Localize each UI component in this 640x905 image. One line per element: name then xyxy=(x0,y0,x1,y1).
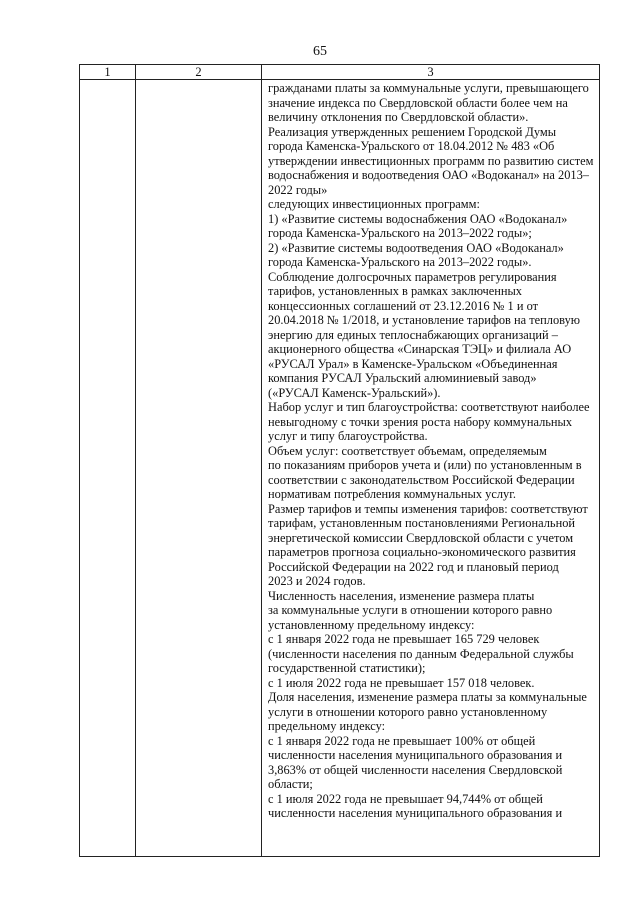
text-line: предельному индексу: xyxy=(268,719,386,733)
text-line: с 1 июля 2022 года не превышает 157 018 человек. xyxy=(268,675,535,690)
header-col-2: 2 xyxy=(136,65,262,80)
text-line: гражданами платы за коммунальные услуги, превышающего xyxy=(268,81,589,95)
document-table xyxy=(79,64,600,857)
col3-text-block xyxy=(262,80,599,821)
text-line: установленному предельному индексу: xyxy=(268,617,475,632)
text-line: государственной статистики); xyxy=(268,661,426,675)
text-line: «РУСАЛ Урал» в Каменске-Уральском «Объединенная xyxy=(268,356,558,371)
text-line: концессионных соглашений от 23.12.2016 № 1 и от xyxy=(268,298,539,313)
text-line: услуги в отношении которого равно установленному xyxy=(268,704,548,719)
text-line: следующих инвестиционных программ: xyxy=(268,197,480,211)
text-line: 20.04.2018 № 1/2018, и установление тарифов на тепловую xyxy=(268,313,581,327)
text-line: Реализация утвержденных решением Городской Думы xyxy=(268,124,557,139)
text-line: компания РУСАЛ Уральский алюминиевый завод» xyxy=(268,371,537,385)
text-line: области; xyxy=(268,777,313,791)
text-line: акционерного общества «Синарская ТЭЦ» и филиала АО xyxy=(268,342,572,356)
text-line: города Каменска-Уральского от 18.04.2012 № 483 «Об xyxy=(268,139,555,153)
text-line: величину отклонения по Свердловской области». xyxy=(268,110,529,124)
text-line: невыгодному с точки зрения роста набору коммунальных xyxy=(268,414,573,429)
text-line: («РУСАЛ Каменск-Уральский»). xyxy=(268,385,441,400)
text-line: энергию для единых теплоснабжающих организаций – xyxy=(268,327,558,342)
text-line: Численность населения, изменение размера платы xyxy=(268,588,535,603)
text-line: с 1 июля 2022 года не превышает 94,744% от общей xyxy=(268,791,543,806)
text-line: с 1 января 2022 года не превышает 165 729 человек xyxy=(268,632,540,646)
text-line: 1) «Развитие системы водоснабжения ОАО «Водоканал» xyxy=(268,211,568,226)
header-col-1: 1 xyxy=(80,65,136,80)
text-line: 2) «Развитие системы водоотведения ОАО «Водоканал» xyxy=(268,240,564,255)
cell-col-1 xyxy=(80,80,136,857)
text-line: водоснабжения и водоотведения ОАО «Водоканал» на 2013– xyxy=(268,168,590,182)
table-body-row xyxy=(80,80,600,857)
table-header-row xyxy=(80,65,600,80)
text-line: Объем услуг: соответствует объемам, определяемым xyxy=(268,443,547,458)
text-line: Набор услуг и тип благоустройства: соответствуют наиболее xyxy=(268,400,590,414)
text-line: значение индекса по Свердловской области более чем на xyxy=(268,95,568,110)
text-line: численности населения муниципального образования и xyxy=(268,748,563,762)
text-line: энергетической комиссии Свердловской области с учетом xyxy=(268,530,574,545)
text-line: Соблюдение долгосрочных параметров регулирования xyxy=(268,269,557,284)
text-line: 2023 и 2024 годов. xyxy=(268,574,366,588)
page-number: 65 xyxy=(313,44,327,59)
text-line: с 1 января 2022 года не превышает 100% от общей xyxy=(268,733,536,748)
text-line: Российской Федерации на 2022 год и плановый период xyxy=(268,559,559,574)
text-line: по показаниям приборов учета и (или) по установленным в xyxy=(268,458,582,472)
text-line: 3,863% от общей численности населения Свердловской xyxy=(268,762,563,777)
text-line: тарифов, установленных в рамках заключенных xyxy=(268,284,523,298)
text-line: Размер тарифов и темпы изменения тарифов: соответствуют xyxy=(268,501,588,516)
text-line: города Каменска-Уральского на 2013–2022 годы». xyxy=(268,255,532,269)
text-line: за коммунальные услуги в отношении которого равно xyxy=(268,603,553,617)
text-line: параметров прогноза социально-экономического развития xyxy=(268,545,576,559)
text-line: услуг и типу благоустройства. xyxy=(268,429,428,443)
text-line: соответствии с законодательством Российской Федерации xyxy=(268,472,575,487)
text-line: города Каменска-Уральского на 2013–2022 годы»; xyxy=(268,226,532,240)
header-col-3: 3 xyxy=(262,65,600,80)
text-line: численности населения муниципального образования и xyxy=(268,806,563,820)
cell-col-3 xyxy=(262,80,600,857)
cell-col-2 xyxy=(136,80,262,857)
text-line: утверждении инвестиционных программ по развитию систем xyxy=(268,153,594,168)
text-line: тарифам, установленным постановлениями Региональной xyxy=(268,516,576,530)
text-line: 2022 годы» xyxy=(268,182,328,197)
text-line: Доля населения, изменение размера платы за коммунальные xyxy=(268,690,587,704)
text-line: нормативам потребления коммунальных услуг. xyxy=(268,487,517,501)
text-line: (численности населения по данным Федеральной службы xyxy=(268,646,574,661)
